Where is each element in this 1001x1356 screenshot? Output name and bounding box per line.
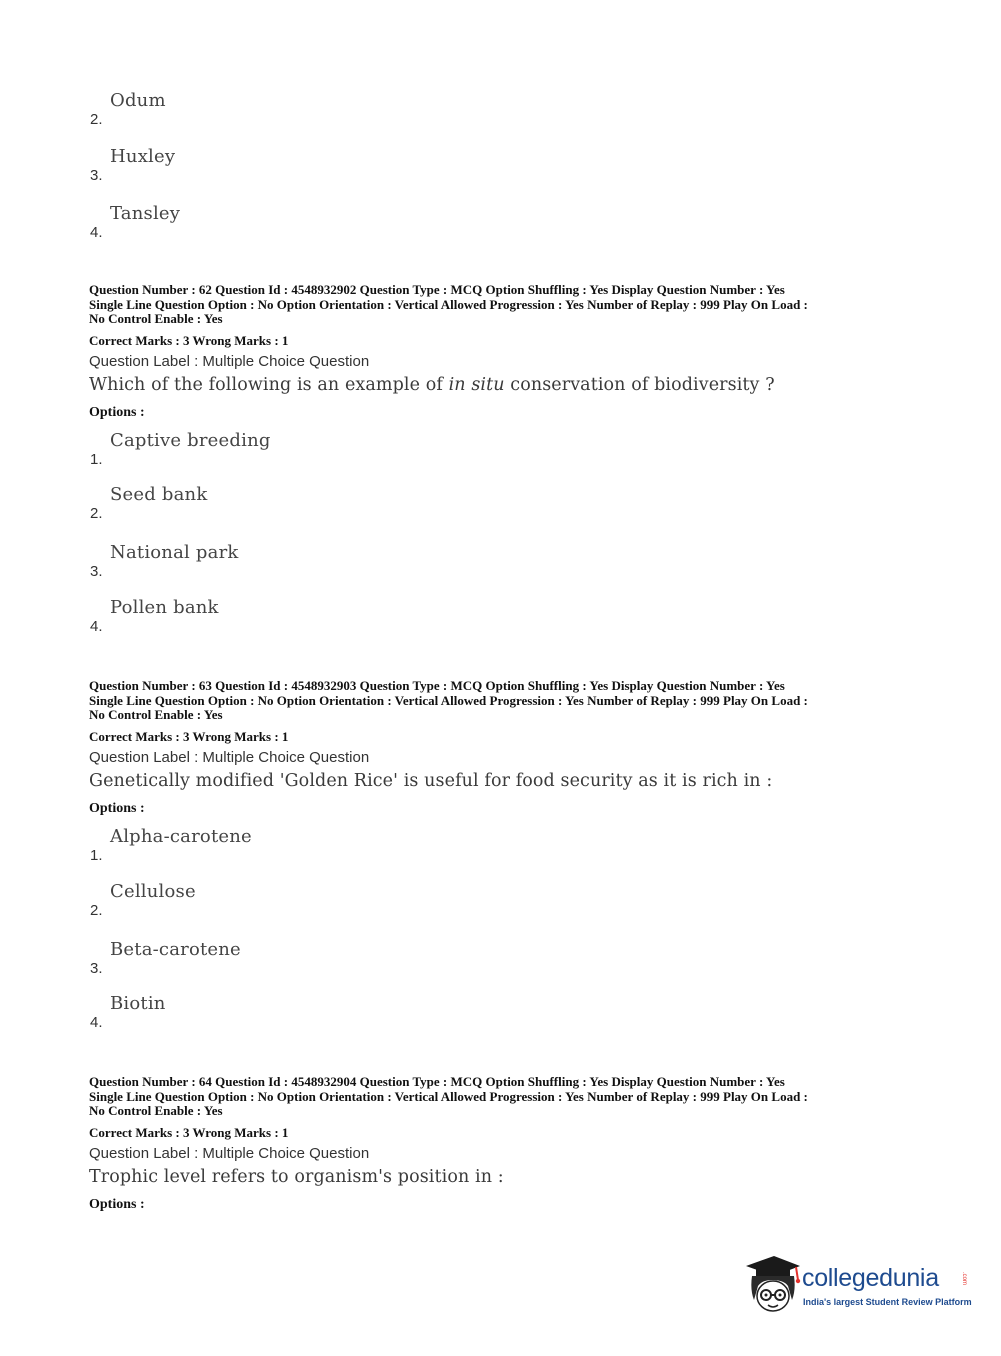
option-text: Seed bank bbox=[110, 484, 208, 505]
question-text-part: conservation of biodiversity ? bbox=[504, 374, 775, 395]
question-marks: Correct Marks : 3 Wrong Marks : 1 bbox=[89, 728, 289, 744]
question-label: Question Label : Multiple Choice Question bbox=[89, 1144, 370, 1162]
option-item bbox=[88, 826, 488, 866]
question-meta bbox=[89, 283, 919, 327]
option-item bbox=[88, 597, 488, 637]
question-text: Genetically modified 'Golden Rice' is useful for food security as it is rich in : bbox=[89, 770, 773, 791]
meta-line: No Control Enable : Yes bbox=[89, 311, 223, 327]
meta-line: Question Number : 63 Question Id : 4548932903 Question Type : MCQ Option Shuffling : Yes Display Question Number : Yes bbox=[89, 678, 785, 693]
option-text: Odum bbox=[110, 90, 166, 111]
option-item bbox=[88, 90, 488, 130]
option-text: Captive breeding bbox=[110, 430, 271, 451]
options-label: Options : bbox=[89, 800, 145, 816]
option-number: 3. bbox=[90, 563, 103, 580]
question-text-part: Which of the following is an example of bbox=[89, 374, 449, 395]
option-number: 2. bbox=[90, 902, 103, 919]
question-marks: Correct Marks : 3 Wrong Marks : 1 bbox=[89, 1124, 289, 1140]
option-item bbox=[88, 939, 488, 979]
meta-line: No Control Enable : Yes bbox=[89, 707, 223, 723]
question-text-italic: in situ bbox=[448, 374, 505, 395]
option-item bbox=[88, 993, 488, 1033]
option-number: 4. bbox=[90, 224, 103, 241]
meta-line: Single Line Question Option : No Option Orientation : Vertical Allowed Progression : Yes Number of Replay : 999 Play On Load : bbox=[89, 296, 808, 312]
option-number: 2. bbox=[90, 111, 103, 128]
meta-line: Question Number : 62 Question Id : 4548932902 Question Type : MCQ Option Shuffling : Yes Display Question Number : Yes bbox=[89, 282, 785, 297]
question-block bbox=[89, 283, 919, 421]
option-item bbox=[88, 542, 488, 582]
option-text: Huxley bbox=[110, 146, 176, 167]
option-text: Pollen bank bbox=[110, 597, 219, 618]
meta-line: No Control Enable : Yes bbox=[89, 1103, 223, 1119]
question-text bbox=[89, 375, 919, 395]
option-number: 3. bbox=[90, 167, 103, 184]
option-number: 1. bbox=[90, 847, 103, 864]
meta-line: Single Line Question Option : No Option Orientation : Vertical Allowed Progression : Yes Number of Replay : 999 Play On Load : bbox=[89, 1088, 808, 1104]
brand-logo bbox=[742, 1250, 972, 1320]
option-number: 2. bbox=[90, 505, 103, 522]
options-label: Options : bbox=[89, 404, 145, 420]
option-number: 3. bbox=[90, 960, 103, 977]
option-text: National park bbox=[110, 542, 239, 563]
option-item bbox=[88, 430, 488, 470]
logo-tagline: India's largest Student Review Platform bbox=[803, 1297, 972, 1307]
question-block bbox=[89, 679, 919, 817]
question-label: Question Label : Multiple Choice Question bbox=[89, 352, 370, 370]
student-mascot-icon bbox=[742, 1250, 804, 1316]
question-block bbox=[89, 1075, 919, 1213]
question-marks: Correct Marks : 3 Wrong Marks : 1 bbox=[89, 332, 289, 348]
option-text: Tansley bbox=[110, 203, 181, 224]
option-item bbox=[88, 146, 488, 186]
meta-line: Single Line Question Option : No Option Orientation : Vertical Allowed Progression : Yes Number of Replay : 999 Play On Load : bbox=[89, 692, 808, 708]
option-number: 1. bbox=[90, 451, 103, 468]
option-item bbox=[88, 881, 488, 921]
option-text: Alpha-carotene bbox=[110, 826, 252, 847]
question-meta bbox=[89, 679, 919, 723]
meta-line: Question Number : 64 Question Id : 4548932904 Question Type : MCQ Option Shuffling : Yes Display Question Number : Yes bbox=[89, 1074, 785, 1089]
option-text: Cellulose bbox=[110, 881, 196, 902]
option-item bbox=[88, 203, 488, 243]
options-label: Options : bbox=[89, 1196, 145, 1212]
logo-wordmark: collegedunia bbox=[802, 1264, 939, 1292]
option-text: Biotin bbox=[110, 993, 166, 1014]
option-number: 4. bbox=[90, 1014, 103, 1031]
option-number: 4. bbox=[90, 618, 103, 635]
question-meta bbox=[89, 1075, 919, 1119]
question-text: Trophic level refers to organism's position in : bbox=[89, 1166, 504, 1187]
option-text: Beta-carotene bbox=[110, 939, 241, 960]
question-label: Question Label : Multiple Choice Question bbox=[89, 748, 370, 766]
option-item bbox=[88, 484, 488, 524]
logo-dotcom: .com bbox=[961, 1272, 967, 1286]
